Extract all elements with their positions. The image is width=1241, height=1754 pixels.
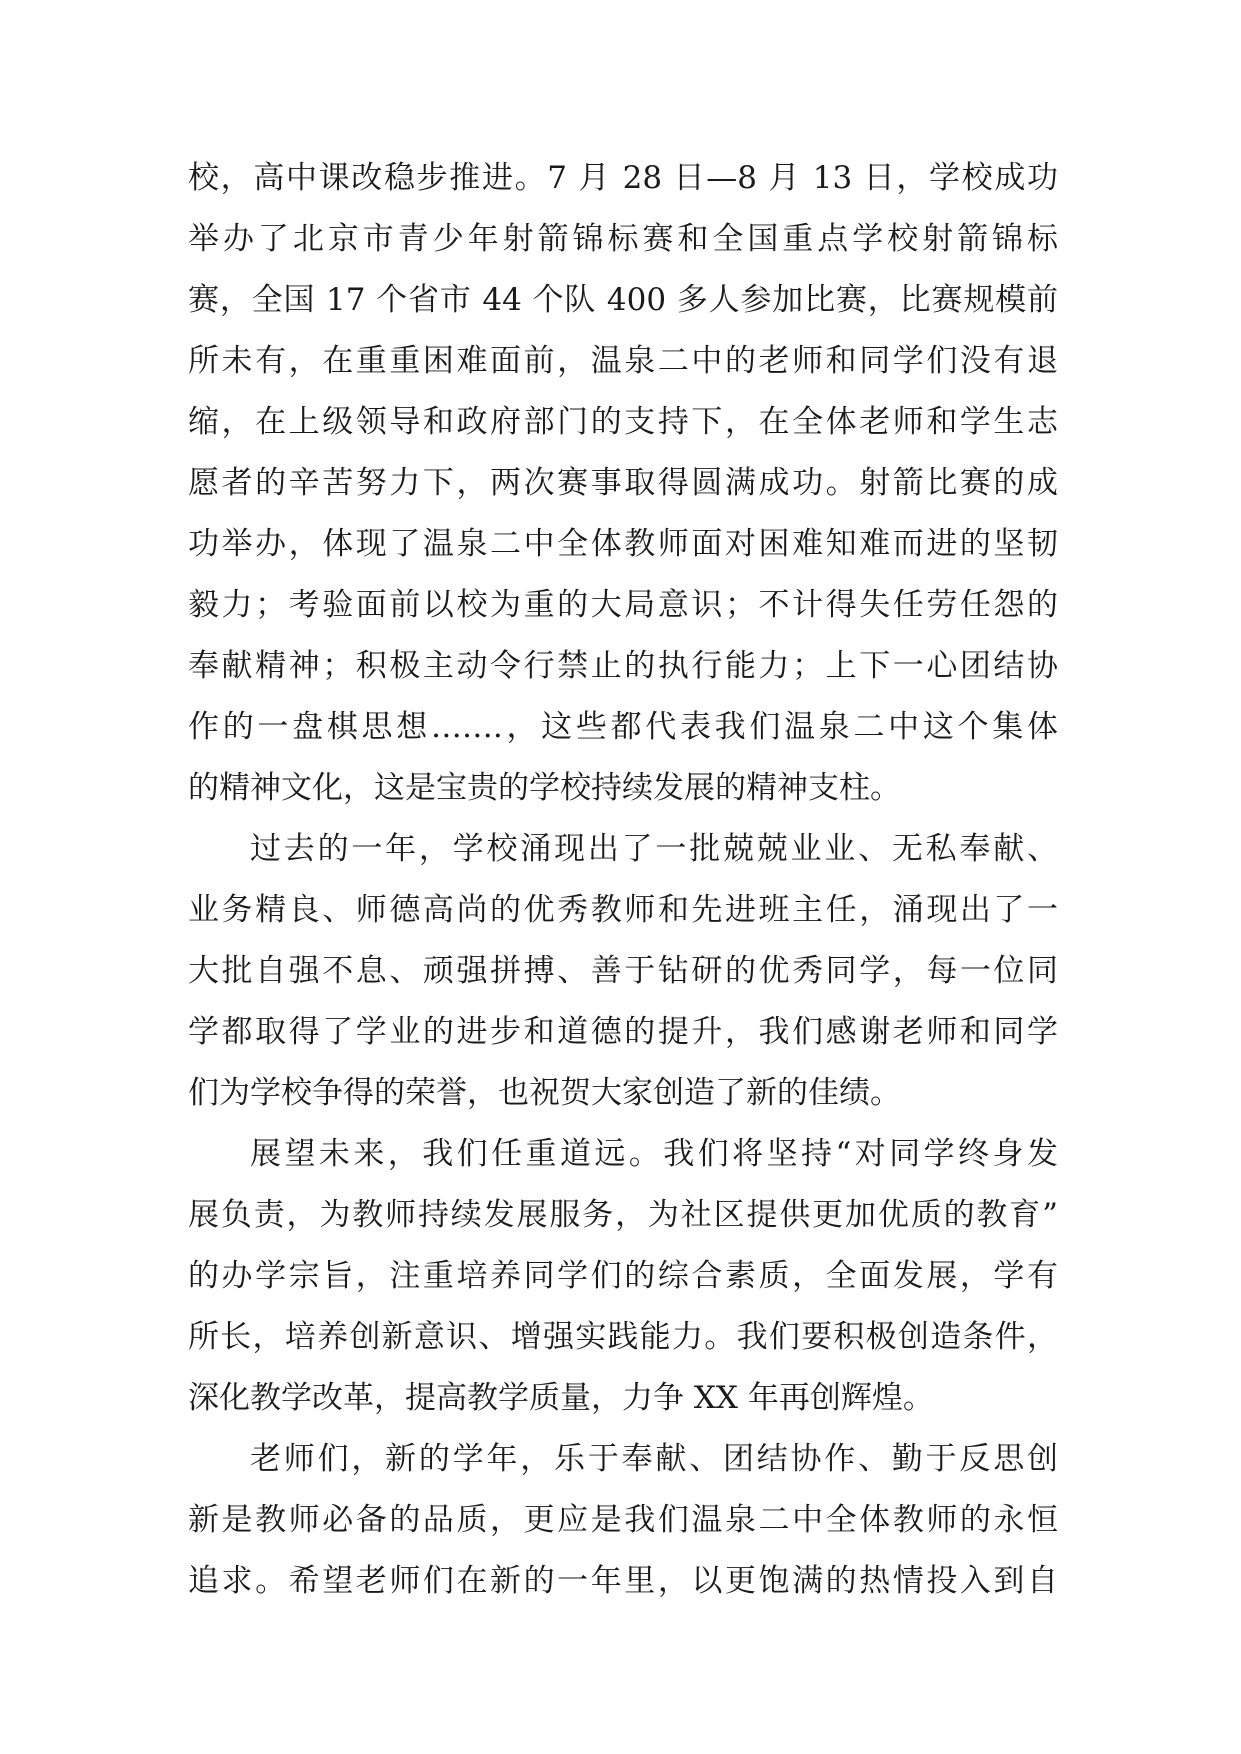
text-line: 展望未来，我们任重道远。我们将坚持“对同学终身发 [250, 1136, 1058, 1172]
text-line: 展负责，为教师持续发展服务，为社区提供更加优质的教育” [188, 1197, 1058, 1233]
text-line: 校，高中课改稳步推进。7 月 28 日—8 月 13 日，学校成功 [188, 160, 1058, 196]
text-line: 功举办，体现了温泉二中全体教师面对困难知难而进的坚韧 [188, 526, 1058, 562]
text-line: 过去的一年，学校涌现出了一批兢兢业业、无私奉献、 [250, 831, 1058, 867]
text-line: 举办了北京市青少年射箭锦标赛和全国重点学校射箭锦标 [188, 221, 1058, 257]
text-line: 所长，培养创新意识、增强实践能力。我们要积极创造条件， [188, 1319, 1058, 1355]
text-line: 奉献精神；积极主动令行禁止的执行能力；上下一心团结协 [188, 648, 1058, 684]
text-line: 愿者的辛苦努力下，两次赛事取得圆满成功。射箭比赛的成 [188, 465, 1058, 501]
paragraph-4 [188, 1429, 1058, 1612]
text-line: 的办学宗旨，注重培养同学们的综合素质，全面发展，学有 [188, 1258, 1058, 1294]
document-body [188, 148, 1058, 1612]
text-line: 缩，在上级领导和政府部门的支持下，在全体老师和学生志 [188, 404, 1058, 440]
paragraph-2 [188, 819, 1058, 1124]
text-line: 大批自强不息、顽强拼搏、善于钻研的优秀同学，每一位同 [188, 953, 1058, 989]
text-line: 新是教师必备的品质，更应是我们温泉二中全体教师的永恒 [188, 1502, 1058, 1538]
text-line: 作的一盘棋思想…….，这些都代表我们温泉二中这个集体 [188, 709, 1058, 745]
text-line: 深化教学改革，提高教学质量，力争 XX 年再创辉煌。 [188, 1380, 934, 1416]
paragraph-1 [188, 148, 1058, 819]
text-line: 老师们，新的学年，乐于奉献、团结协作、勤于反思创 [250, 1441, 1058, 1477]
text-line: 赛，全国 17 个省市 44 个队 400 多人参加比赛，比赛规模前 [188, 282, 1058, 318]
text-line: 所未有，在重重困难面前，温泉二中的老师和同学们没有退 [188, 343, 1058, 379]
text-line: 们为学校争得的荣誉，也祝贺大家创造了新的佳绩。 [188, 1075, 901, 1111]
text-line: 的精神文化，这是宝贵的学校持续发展的精神支柱。 [188, 770, 901, 806]
text-line: 追求。希望老师们在新的一年里，以更饱满的热情投入到自 [188, 1563, 1058, 1599]
text-line: 业务精良、师德高尚的优秀教师和先进班主任，涌现出了一 [188, 892, 1058, 928]
paragraph-3 [188, 1124, 1058, 1429]
text-line: 学都取得了学业的进步和道德的提升，我们感谢老师和同学 [188, 1014, 1058, 1050]
text-line: 毅力；考验面前以校为重的大局意识；不计得失任劳任怨的 [188, 587, 1058, 623]
